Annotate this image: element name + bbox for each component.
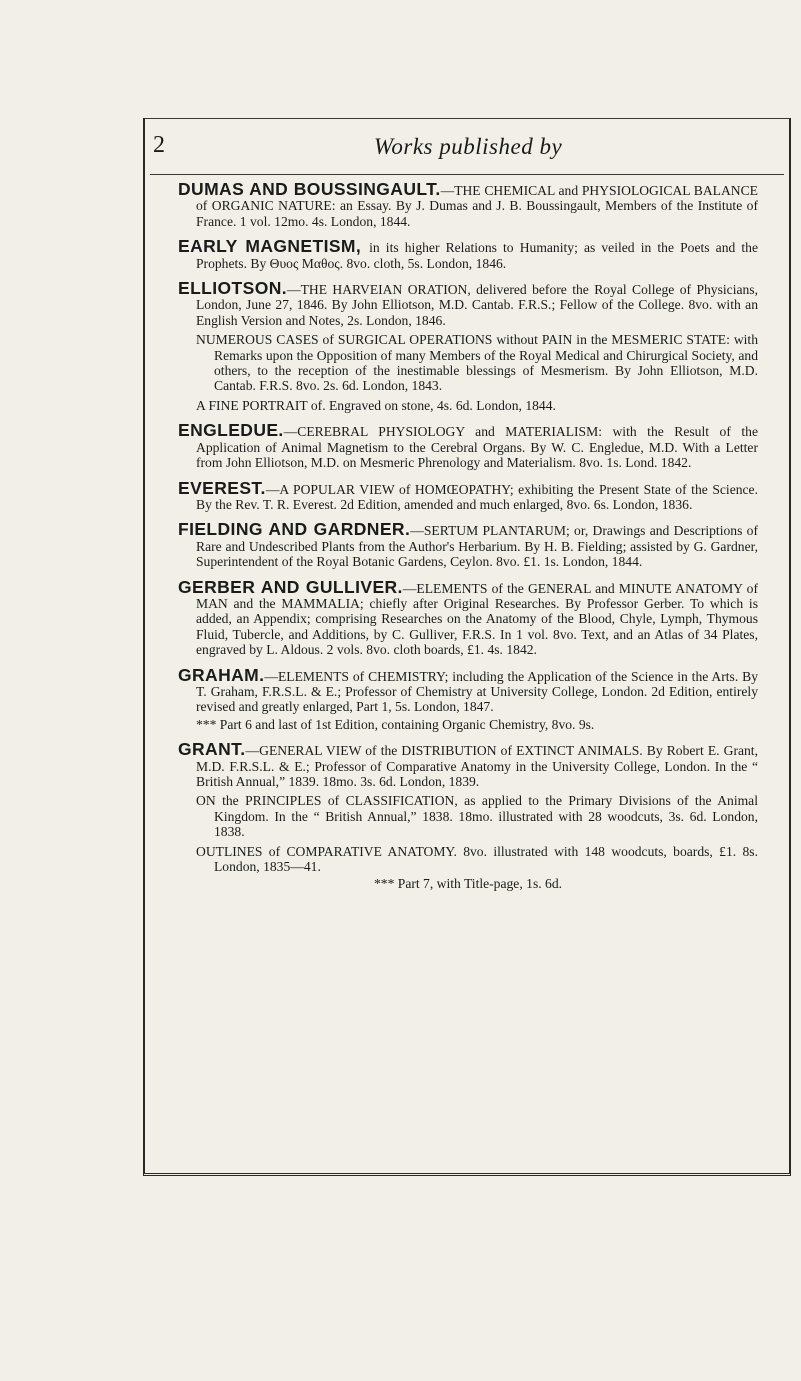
page-header xyxy=(153,128,783,170)
entry-author: EVEREST. xyxy=(178,477,266,498)
entry-author: FIELDING AND GARDNER. xyxy=(178,519,411,540)
entry-elliotson-surgical xyxy=(196,332,758,394)
entry-graham-note xyxy=(196,717,758,732)
entry-author: GERBER AND GULLIVER. xyxy=(178,576,403,597)
entry-early-magnetism xyxy=(178,236,758,271)
entry-text: *** Part 6 and last of 1st Edition, containing Organic Chemistry, 8vo. 9s. xyxy=(196,716,595,732)
entry-grant-outlines xyxy=(196,844,758,875)
page-number: 2 xyxy=(153,132,165,158)
entry-author: GRANT. xyxy=(178,739,246,760)
catalogue-content xyxy=(178,179,759,892)
running-title: Works published by xyxy=(373,134,563,159)
entry-author: EARLY MAGNETISM, xyxy=(178,236,370,257)
entry-grant-classification xyxy=(196,793,758,839)
entry-author: ELLIOTSON. xyxy=(178,278,287,299)
entry-elliotson-portrait xyxy=(196,398,758,413)
entry-text: in its higher Relations to Humanity; as veiled in the Poets and the Prophets. By Θυος Μαθος. 8vo. cloth, 5s. London, 1846. xyxy=(196,240,758,271)
entry-author: DUMAS AND BOUSSINGAULT. xyxy=(178,179,441,199)
entry-engledue xyxy=(178,420,758,471)
entry-graham xyxy=(178,664,758,715)
entry-text: —ELEMENTS of CHEMISTRY; including the Application of the Science in the Arts. By T. Graham, F.R.S.L. & E.; Professor of Chemistry at University College, London. 2d Edition, entirely revised and greatly enlarged, Part 1, 5s. London, 1847. xyxy=(196,668,758,715)
entry-text: —CEREBRAL PHYSIOLOGY and MATERIALISM: with the Result of the Application of Animal Magnetism to the Cerebral Organs. By W. C. Engledue, M.D. With a Letter from John Elliotson, M.D. on Mesmeric Phrenology and Materialism. 8vo. 1s. Lond. 1842. xyxy=(196,424,758,471)
entry-grant xyxy=(178,739,758,789)
entry-elliotson xyxy=(178,278,758,328)
entry-author: GRAHAM. xyxy=(178,664,265,685)
entry-everest xyxy=(178,477,758,513)
entry-gerber-gulliver xyxy=(178,576,758,658)
entry-text: ON the PRINCIPLES of CLASSIFICATION, as applied to the Primary Divisions of the Animal Kingdom. In the “ British Annual,” 1838. 18mo. illustrated with 28 woodcuts, 3s. 6d. London, 1838. xyxy=(196,793,758,840)
entry-text: —SERTUM PLANTARUM; or, Drawings and Descriptions of Rare and Undescribed Plants from the Author's Herbarium. By H. B. Fielding; assisted by G. Gardner, Superintendent of the Royal Botanic Gardens, Ceylon. 8vo. £1. 1s. London, 1844. xyxy=(196,523,759,570)
entry-text: —GENERAL VIEW of the DISTRIBUTION of EXTINCT ANIMALS. By Robert E. Grant, M.D. F.R.S.L. & E.; Professor of Comparative Anatomy in the University College, London. In the “ British Annual,” 1839. 18mo. 3s. 6d. London, 1839. xyxy=(196,743,758,789)
entry-author: ENGLEDUE. xyxy=(178,420,284,441)
entry-text: —THE HARVEIAN ORATION, delivered before the Royal College of Physicians, London, June 27, 1846. By John Elliotson, M.D. Cantab. F.R.S.; Fellow of the College. 8vo. with an English Version and Notes, 2s. London, 1846. xyxy=(196,282,758,328)
entry-text: —THE CHEMICAL and PHYSIOLOGICAL BALANCE of ORGANIC NATURE: an Essay. By J. Dumas and J. B. Boussingault, Members of the Institute of France. 1 vol. 12mo. 4s. London, 1844. xyxy=(196,183,758,229)
entry-text: A FINE PORTRAIT of. Engraved on stone, 4s. 6d. London, 1844. xyxy=(196,397,556,413)
entry-grant-note xyxy=(178,876,758,891)
entry-fielding-gardner xyxy=(178,519,759,570)
entry-text: NUMEROUS CASES of SURGICAL OPERATIONS without PAIN in the MESMERIC STATE: with Remarks upon the Opposition of many Members of the Royal Medical and Chirurgical Society, and others, to the reception of the inestimable blessings of Mesmerism. By John Elliotson, M.D. Cantab. F.R.S. 8vo. 2s. 6d. London, 1843. xyxy=(196,332,758,394)
header-rule xyxy=(150,174,784,175)
entry-dumas xyxy=(178,179,758,229)
entry-text: OUTLINES of COMPARATIVE ANATOMY. 8vo. illustrated with 148 woodcuts, boards, £1. 8s. London, 1835—41. xyxy=(196,843,758,875)
entry-text: —ELEMENTS of the GENERAL and MINUTE ANATOMY of MAN and the MAMMALIA; chiefly after Original Researches. By Professor Gerber. To which is added, an Appendix; comprising Researches on the Anatomy of the Blood, Chyle, Lymph, Thymous Fluid, Tubercle, and Additions, by C. Gulliver, F.R.S. In 1 vol. 8vo. Text, and an Atlas of 34 Plates, engraved by L. Aldous. 2 vols. 8vo. cloth boards, £1. 4s. 1842. xyxy=(196,580,758,658)
entry-text: —A POPULAR VIEW of HOMŒOPATHY; exhibiting the Present State of the Science. By the Rev. T. R. Everest. 2d Edition, amended and much enlarged, 8vo. 6s. London, 1836. xyxy=(196,481,758,512)
entry-text: *** Part 7, with Title-page, 1s. 6d. xyxy=(373,876,563,892)
